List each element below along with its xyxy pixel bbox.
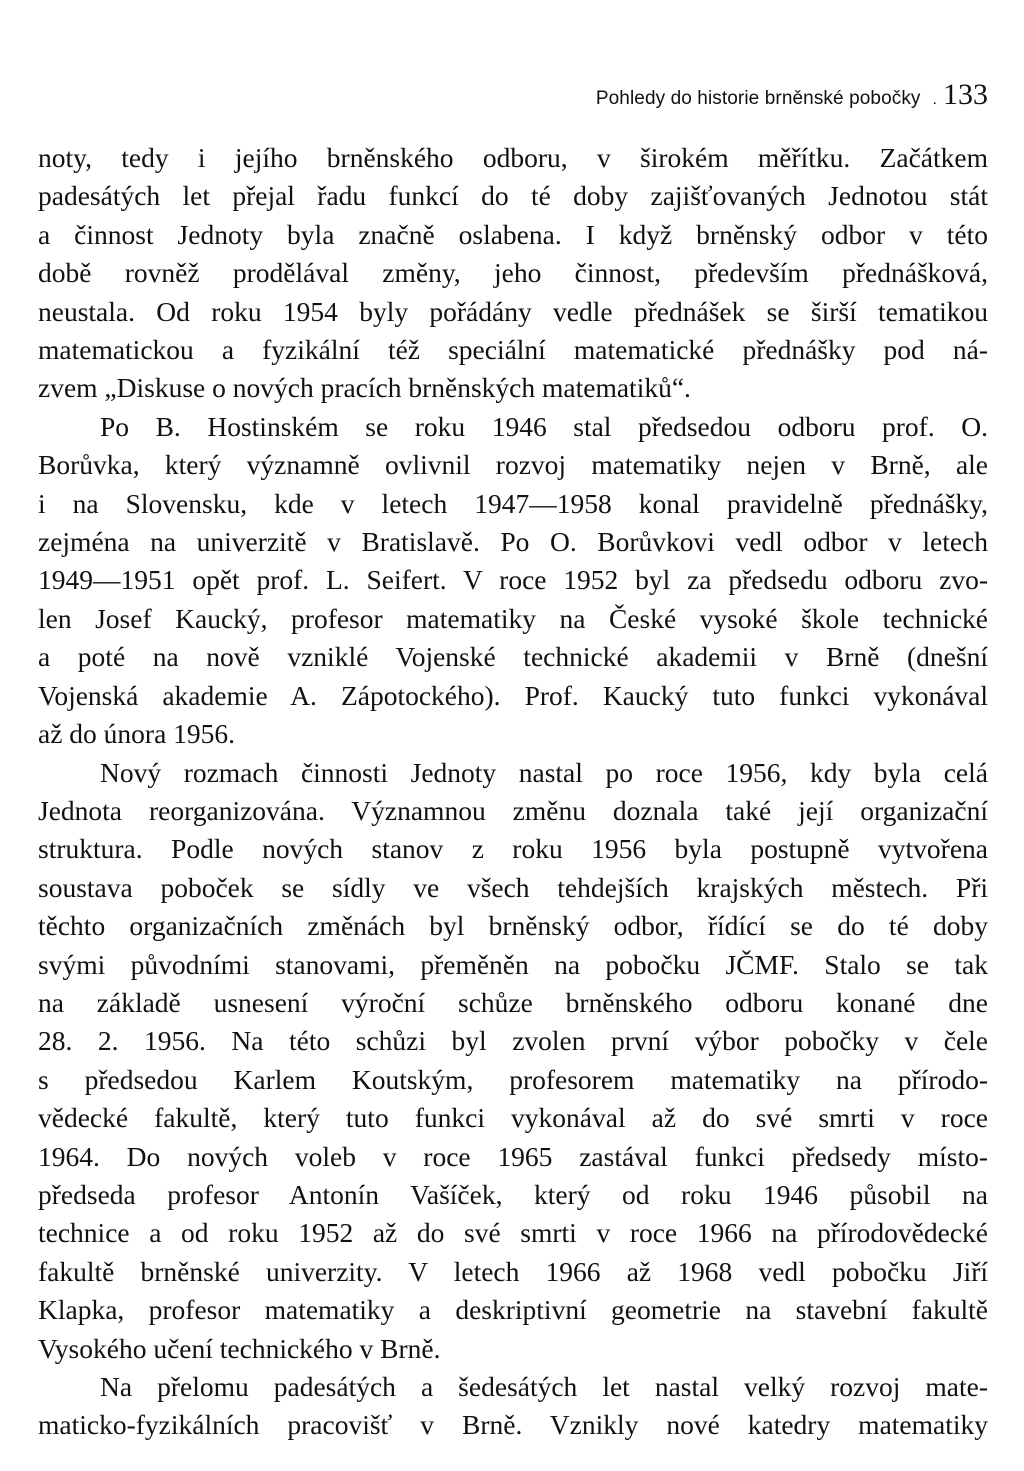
text-line: s předsedou Karlem Koutským, profesorem matematiky na přírodo- [38,1063,988,1095]
text-line: zvem „Diskuse o nových pracích brněnských matematiků“. [38,372,691,404]
text-line: soustava poboček se sídly ve všech tehdejších krajských městech. Při [38,871,988,903]
text-line: i na Slovensku, kde v letech 1947—1958 konal pravidelně přednášky, [38,487,988,519]
text-line: Jednota reorganizována. Významnou změnu doznala také její organizační [38,794,988,826]
text-line: Vysokého učení technického v Brně. [38,1332,441,1364]
running-title: Pohledy do historie brněnské pobočky [595,88,921,109]
text-line: až do února 1956. [38,718,236,750]
text-line: 1964. Do nových voleb v roce 1965 zastával funkci předsedy místo- [38,1140,988,1172]
text-line: 1949—1951 opět prof. L. Seifert. V roce 1952 byl za předsedu odboru zvo- [38,564,988,596]
text-line: vědecké fakultě, který tuto funkci vykonával až do své smrti v roce [38,1102,988,1134]
text-line: Na přelomu padesátých a šedesátých let nastal velký rozvoj mate- [100,1371,988,1402]
text-line: a činnost Jednoty byla značně oslabena. I když brněnský odbor v této [38,218,988,250]
text-line: padesátých let přejal řadu funkcí do té doby zajišťovaných Jednotou stát [38,180,988,212]
text-line: Klapka, profesor matematiky a deskriptivní geometrie na stavební fakultě [38,1294,988,1326]
text-line: Vojenská akademie A. Zápotockého). Prof. Kaucký tuto funkci vykonával [38,679,988,711]
running-head-dot: . [932,91,937,108]
text-line: noty, tedy i jejího brněnského odboru, v širokém měřítku. Začátkem [38,142,988,173]
text-line: těchto organizačních změnách byl brněnský odbor, řídící se do té doby [38,910,988,942]
text-line: Po B. Hostinském se roku 1946 stal předsedou odboru prof. O. [100,410,988,442]
text-line: matematickou a fyzikální též speciální matematické přednášky pod ná- [38,334,988,366]
text-line: struktura. Podle nových stanov z roku 1956 byla postupně vytvořena [38,833,988,865]
running-head [596,78,988,112]
text-line: a poté na nově vzniklé Vojenské technické akademii v Brně (dnešní [38,641,988,673]
text-line: předseda profesor Antonín Vašíček, který od roku 1946 působil na [38,1178,988,1210]
body-text [38,139,988,1445]
page-number: 133 [943,78,988,111]
text-line: svými původními stanovami, přeměněn na pobočku JČMF. Stalo se tak [38,948,988,980]
text-line: len Josef Kaucký, profesor matematiky na České vysoké škole technické [38,602,988,634]
text-line: maticko-fyzikálních pracovišť v Brně. Vznikly nové katedry matematiky [38,1409,988,1441]
text-line: době rovněž prodělával změny, jeho činnost, především přednášková, [38,257,988,289]
text-line: zejména na univerzitě v Bratislavě. Po O. Borůvkovi vedl odbor v letech [38,526,988,558]
text-line: fakultě brněnské univerzity. V letech 1966 až 1968 vedl pobočku Jiří [38,1255,988,1287]
text-line: 28. 2. 1956. Na této schůzi byl zvolen první výbor pobočky v čele [38,1025,988,1057]
text-line: neustala. Od roku 1954 byly pořádány vedle přednášek se širší tematikou [38,295,988,327]
text-line: na základě usnesení výroční schůze brněnského odboru konané dne [38,986,988,1018]
text-line: technice a od roku 1952 až do své smrti v roce 1966 na přírodovědecké [38,1217,988,1249]
text-line: Nový rozmach činnosti Jednoty nastal po roce 1956, kdy byla celá [100,756,988,788]
text-line: Borůvka, který významně ovlivnil rozvoj matematiky nejen v Brně, ale [38,449,988,481]
